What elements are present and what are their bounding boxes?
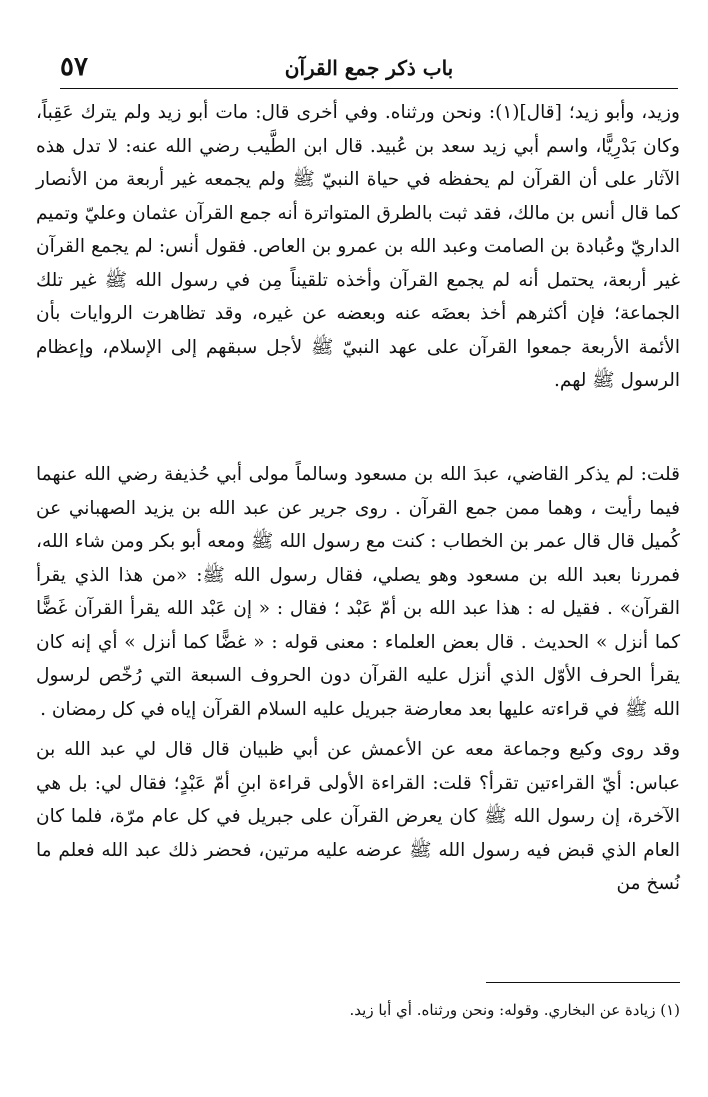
page-header <box>60 52 678 92</box>
header-divider <box>60 88 678 89</box>
footnote: (١) زيادة عن البخاري. وقوله: ونحن ورثناه. أي أبا زيد. <box>349 1001 680 1019</box>
body-paragraph: وزيد، وأبو زيد؛ [قال](١): ونحن ورثناه. وفي أخرى قال: مات أبو زيد ولم يترك عَقِباً، وكان بَدْرِيًّا، واسم أبي زيد سعد بن عُبيد. قال ابن الطَّيب رضي الله عنه: لا تدل هذه الآثار على أن القرآن لم يحفظه في حياة النبيّ ﷺ ولم يجمعه غير أربعة من الأنصار كما قال أنس بن مالك، فقد ثبت بالطرق المتواترة أنه جمع القرآن عثمان وعليّ وتميم الداريّ وعُبادة بن الصامت وعبد الله بن عمرو بن العاص. فقول أنس: لم يجمع القرآن غير أربعة، يحتمل أنه لم يجمع القرآن وأخذه تلقيناً مِن في رسول الله ﷺ غير تلك الجماعة؛ فإن أكثرهم أخذ بعضَه عنه وبعضه عن غيره، وقد تظاهرت الروايات بأن الأئمة الأربعة جمعوا القرآن على عهد النبيّ ﷺ لأجل سبقهم إلى الإسلام، وإعظام الرسول ﷺ لهم. <box>36 102 680 391</box>
page-number: ٥٧ <box>60 52 88 82</box>
body-paragraph: وقد روى وكيع وجماعة معه عن الأعمش عن أبي ظبيان قال قال لي عبد الله بن عباس: أيّ القراءتين تقرأ؟ قلت: القراءة الأولى قراءة ابنِ أمّ عَبْدٍ؛ فقال لي: بل هي الآخرة، إن رسول الله ﷺ كان يعرض القرآن على جبريل في كل عام مرّة، فلما كان العام الذي قبض فيه رسول الله ﷺ عرضه عليه مرتين، فحضر ذلك عبد الله فعلم ما نُسخ من <box>36 739 680 894</box>
footnote-divider <box>486 982 680 983</box>
chapter-title: باب ذكر جمع القرآن <box>284 56 454 80</box>
body-paragraph: قلت: لم يذكر القاضي، عبدَ الله بن مسعود وسالماً مولى أبي حُذيفة رضي الله عنهما فيما رأيت ، وهما ممن جمع القرآن . روى جرير عن عبد الله بن يزيد الصهباني عن كُميل قال قال عمر بن الخطاب : كنت مع رسول الله ﷺ ومعه أبو بكر ومن شاء الله، فمررنا بعبد الله بن مسعود وهو يصلي، فقال رسول الله ﷺ: «من هذا الذي يقرأ القرآن» . فقيل له : هذا عبد الله بن أمّ عَبْد ؛ فقال : « إن عَبْد الله يقرأ القرآن غَضًّا كما أنزل » الحديث . قال بعض العلماء : معنى قوله : « غضًّا كما أنزل » أي إنه كان يقرأ الحرف الأوّل الذي أنزل عليه القرآن دون الحروف السبعة التي رُخّص لرسول الله ﷺ في قراءته عليها بعد معارضة جبريل عليه السلام القرآن إياه في كل رمضان . <box>36 464 680 720</box>
